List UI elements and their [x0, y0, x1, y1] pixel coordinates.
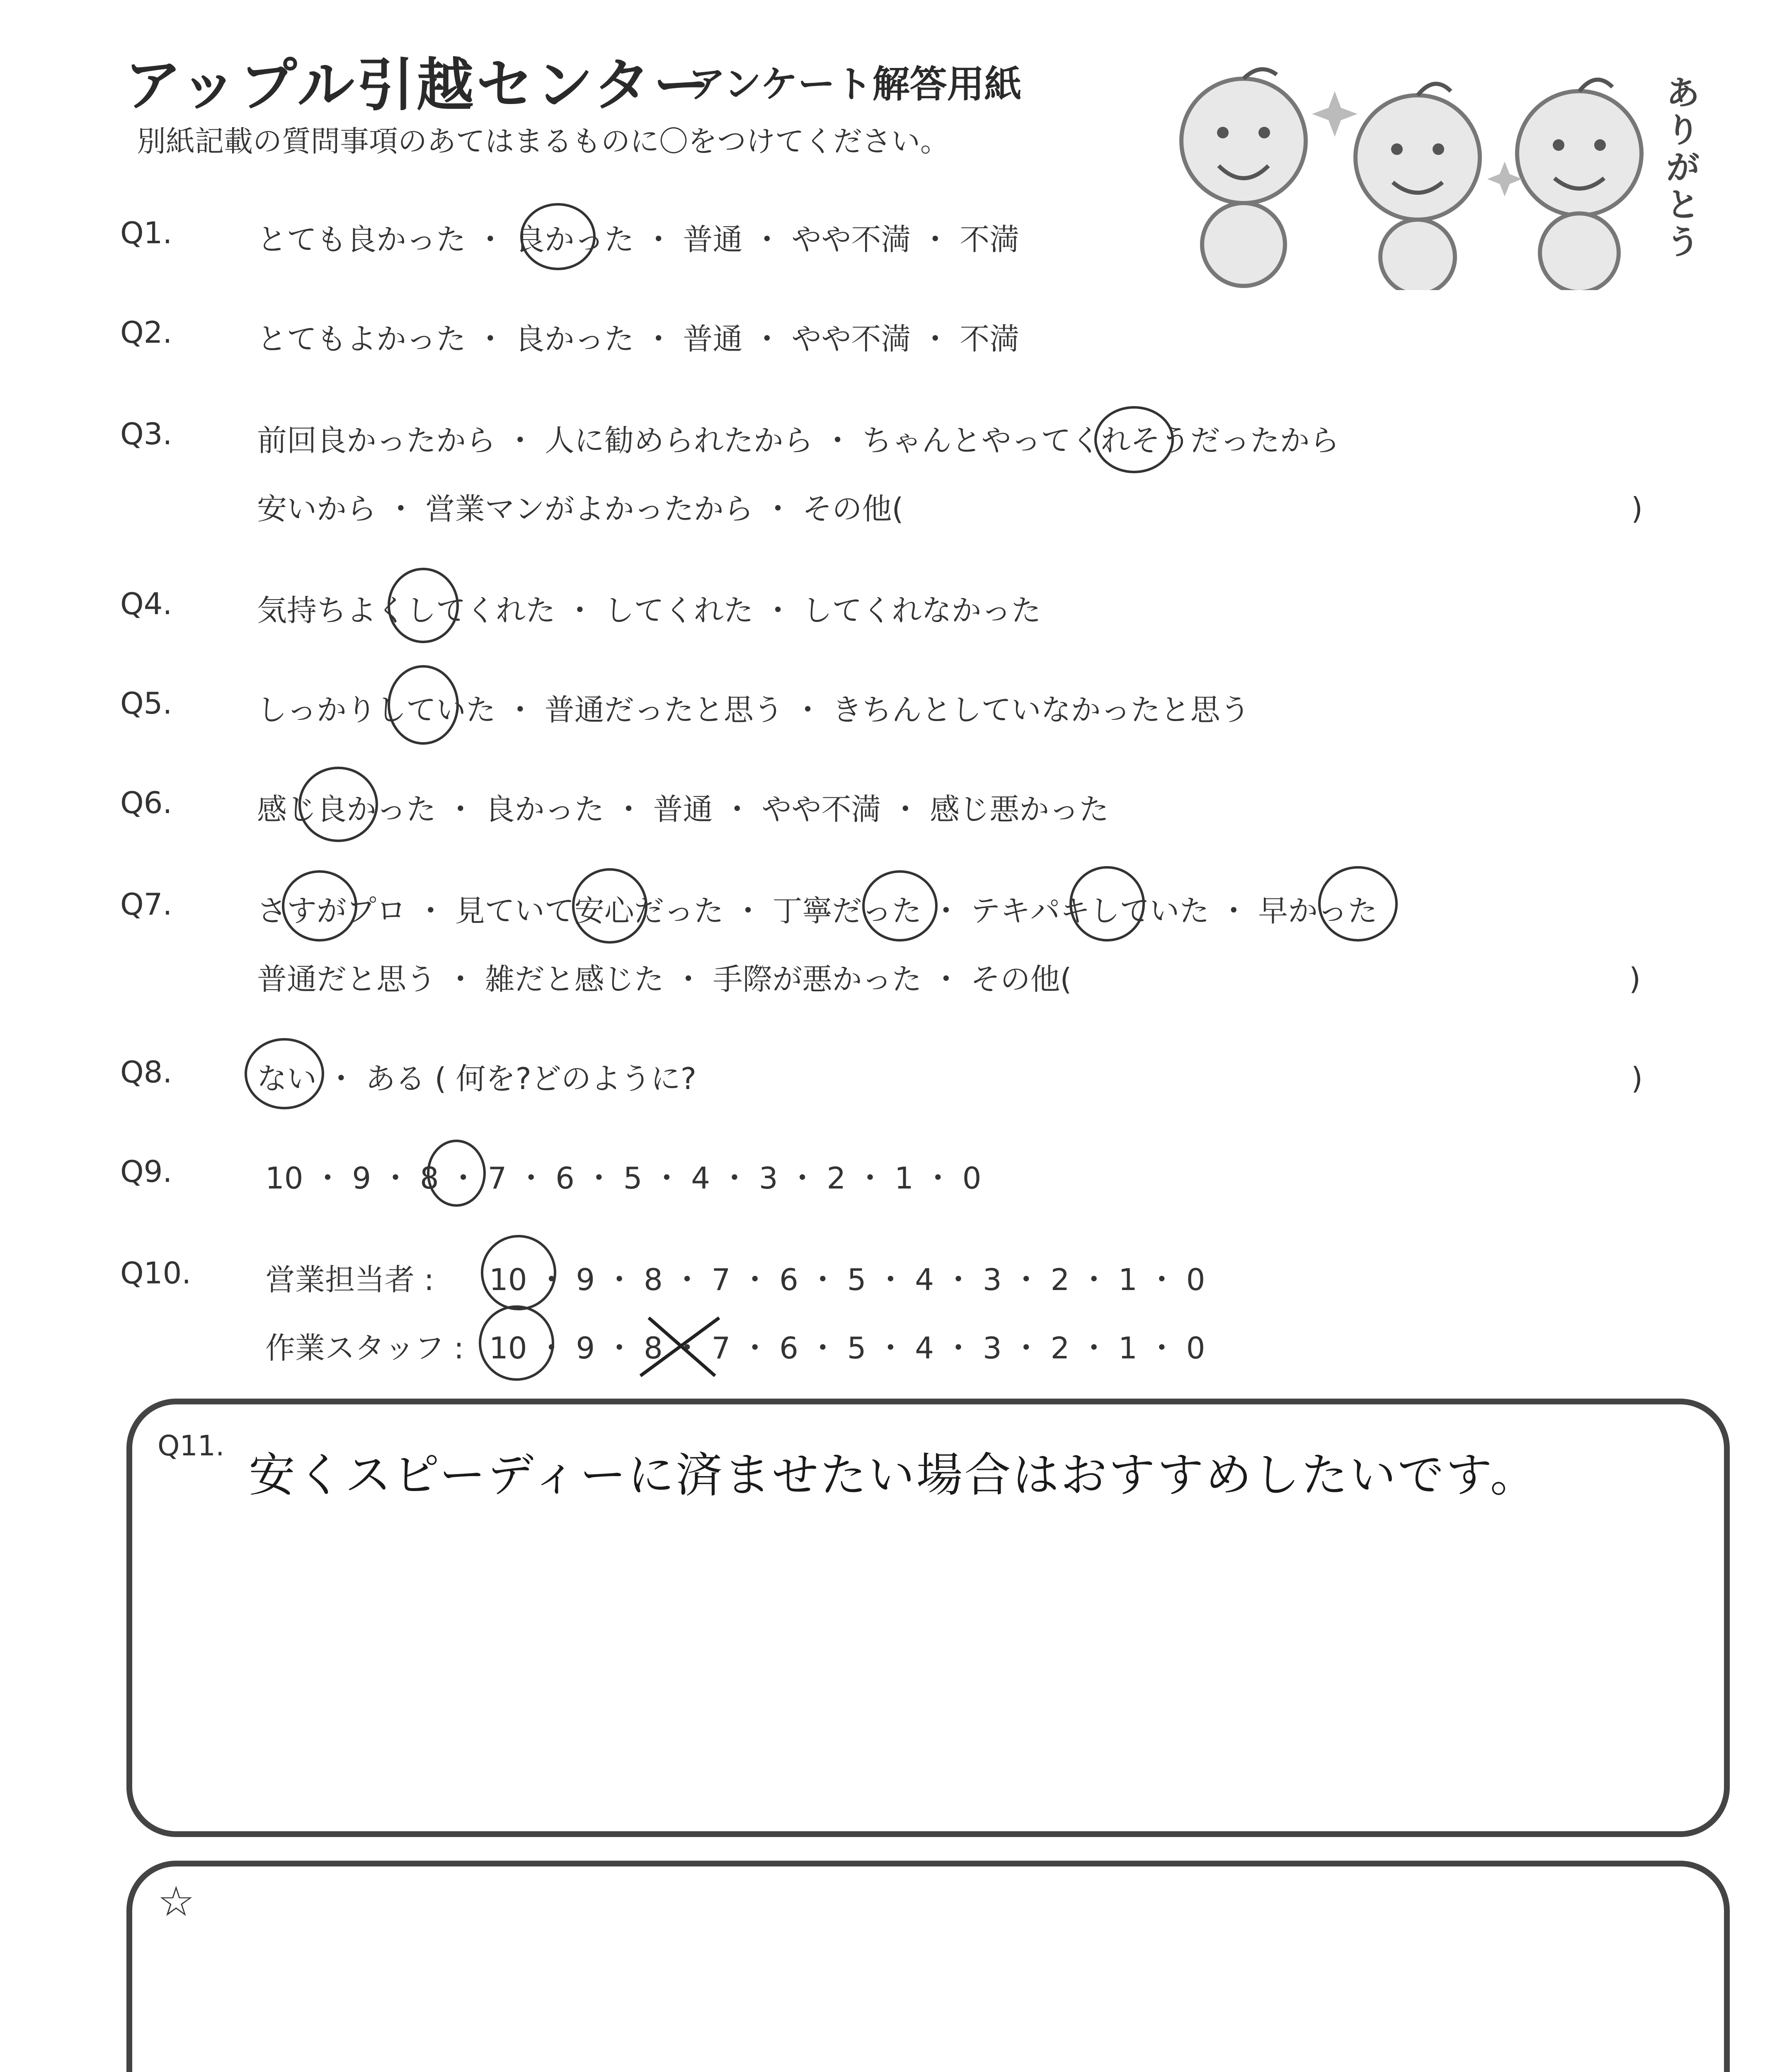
- q7-answer-circle-1: [282, 870, 357, 942]
- q3-options-line1: 前回良かったから ・ 人に勧められたから ・ ちゃんとやってくれそうだったから: [257, 423, 1340, 458]
- q1-options: とても良かった ・ 良かった ・ 普通 ・ やや不満 ・ 不満: [257, 222, 1020, 257]
- q6-answer-circle: [298, 767, 378, 842]
- q5-answer-circle: [388, 665, 459, 745]
- q10-staff-crossed-out-mark: [636, 1310, 727, 1384]
- q10-staff-label: 作業スタッフ :: [265, 1331, 464, 1365]
- q7-options-line1: さすがプロ ・ 見ていて安心だった ・ 丁寧だった ・ テキパキしていた ・ 早かった: [257, 893, 1378, 928]
- q7-label: Q7.: [120, 887, 172, 922]
- instruction-text: 別紙記載の質問事項のあてはまるものに〇をつけてください。: [137, 124, 949, 158]
- star-label: ☆: [158, 1877, 195, 1926]
- q10-sales-scale: 10 ・ 9 ・ 8 ・ 7 ・ 6 ・ 5 ・ 4 ・ 3 ・ 2 ・ 1 ・ 0: [489, 1262, 1205, 1297]
- q7-options-line2: 普通だと思う ・ 雑だと感じた ・ 手際が悪かった ・ その他(: [257, 962, 1072, 997]
- q7-answer-circle-5: [1318, 866, 1398, 942]
- q3-label: Q3.: [120, 416, 172, 451]
- q6-label: Q6.: [120, 785, 172, 820]
- mascot-icons: [1161, 58, 1700, 290]
- mascot-illustration: [1161, 58, 1700, 290]
- q11-handwritten-answer: 安くスピーディーに済ませたい場合はおすすめしたいです。: [249, 1448, 1538, 1502]
- q6-options: 感じ良かった ・ 良かった ・ 普通 ・ やや不満 ・ 感じ悪かった: [257, 792, 1109, 827]
- q9-scale: 10 ・ 9 ・ 8 ・ 7 ・ 6 ・ 5 ・ 4 ・ 3 ・ 2 ・ 1 ・ 0: [265, 1161, 982, 1196]
- q7-answer-circle-2: [572, 868, 647, 944]
- q7-answer-circle-4: [1069, 866, 1145, 942]
- q4-answer-circle: [388, 568, 459, 643]
- survey-subtitle: アンケート解答用紙: [688, 63, 1022, 106]
- q4-options: 気持ちよくしてくれた ・ してくれた ・ してくれなかった: [257, 593, 1041, 628]
- thanks-text: ありがとう: [1666, 74, 1700, 261]
- q11-label: Q11.: [158, 1430, 225, 1462]
- q7-answer-circle-3: [862, 870, 938, 942]
- q7-close-paren: ): [1629, 961, 1641, 996]
- q8-close-paren: ): [1631, 1061, 1643, 1096]
- q8-label: Q8.: [120, 1055, 172, 1089]
- q8-answer-circle: [245, 1038, 324, 1109]
- q3-answer-circle: [1094, 406, 1174, 473]
- q4-label: Q4.: [120, 586, 172, 621]
- q5-label: Q5.: [120, 686, 172, 721]
- q3-options-line2: 安いから ・ 営業マンがよかったから ・ その他(: [257, 491, 904, 526]
- q1-label: Q1.: [120, 215, 172, 250]
- survey-title: アップル引越センター: [124, 52, 713, 119]
- q10-sales-label: 営業担当者 :: [265, 1262, 434, 1297]
- q2-label: Q2.: [120, 315, 172, 350]
- q10-staff-scale: 10 ・ 9 ・ 8 ・ 7 ・ 6 ・ 5 ・ 4 ・ 3 ・ 2 ・ 1 ・ 0: [489, 1331, 1205, 1365]
- q9-answer-circle: [427, 1140, 486, 1207]
- q10-sales-answer-circle: [481, 1235, 556, 1310]
- q9-label: Q9.: [120, 1154, 172, 1189]
- q10-staff-answer-circle: [479, 1305, 554, 1381]
- q1-answer-circle: [520, 203, 596, 270]
- q5-options: しっかりしていた ・ 普通だったと思う ・ きちんとしていなかったと思う: [257, 692, 1250, 727]
- q3-close-paren: ): [1631, 491, 1643, 526]
- star-comment-box: [126, 1861, 1730, 2072]
- q8-options: ない ・ ある ( 何を?どのように?: [257, 1061, 697, 1096]
- q10-label: Q10.: [120, 1256, 192, 1290]
- q2-options: とてもよかった ・ 良かった ・ 普通 ・ やや不満 ・ 不満: [257, 322, 1020, 356]
